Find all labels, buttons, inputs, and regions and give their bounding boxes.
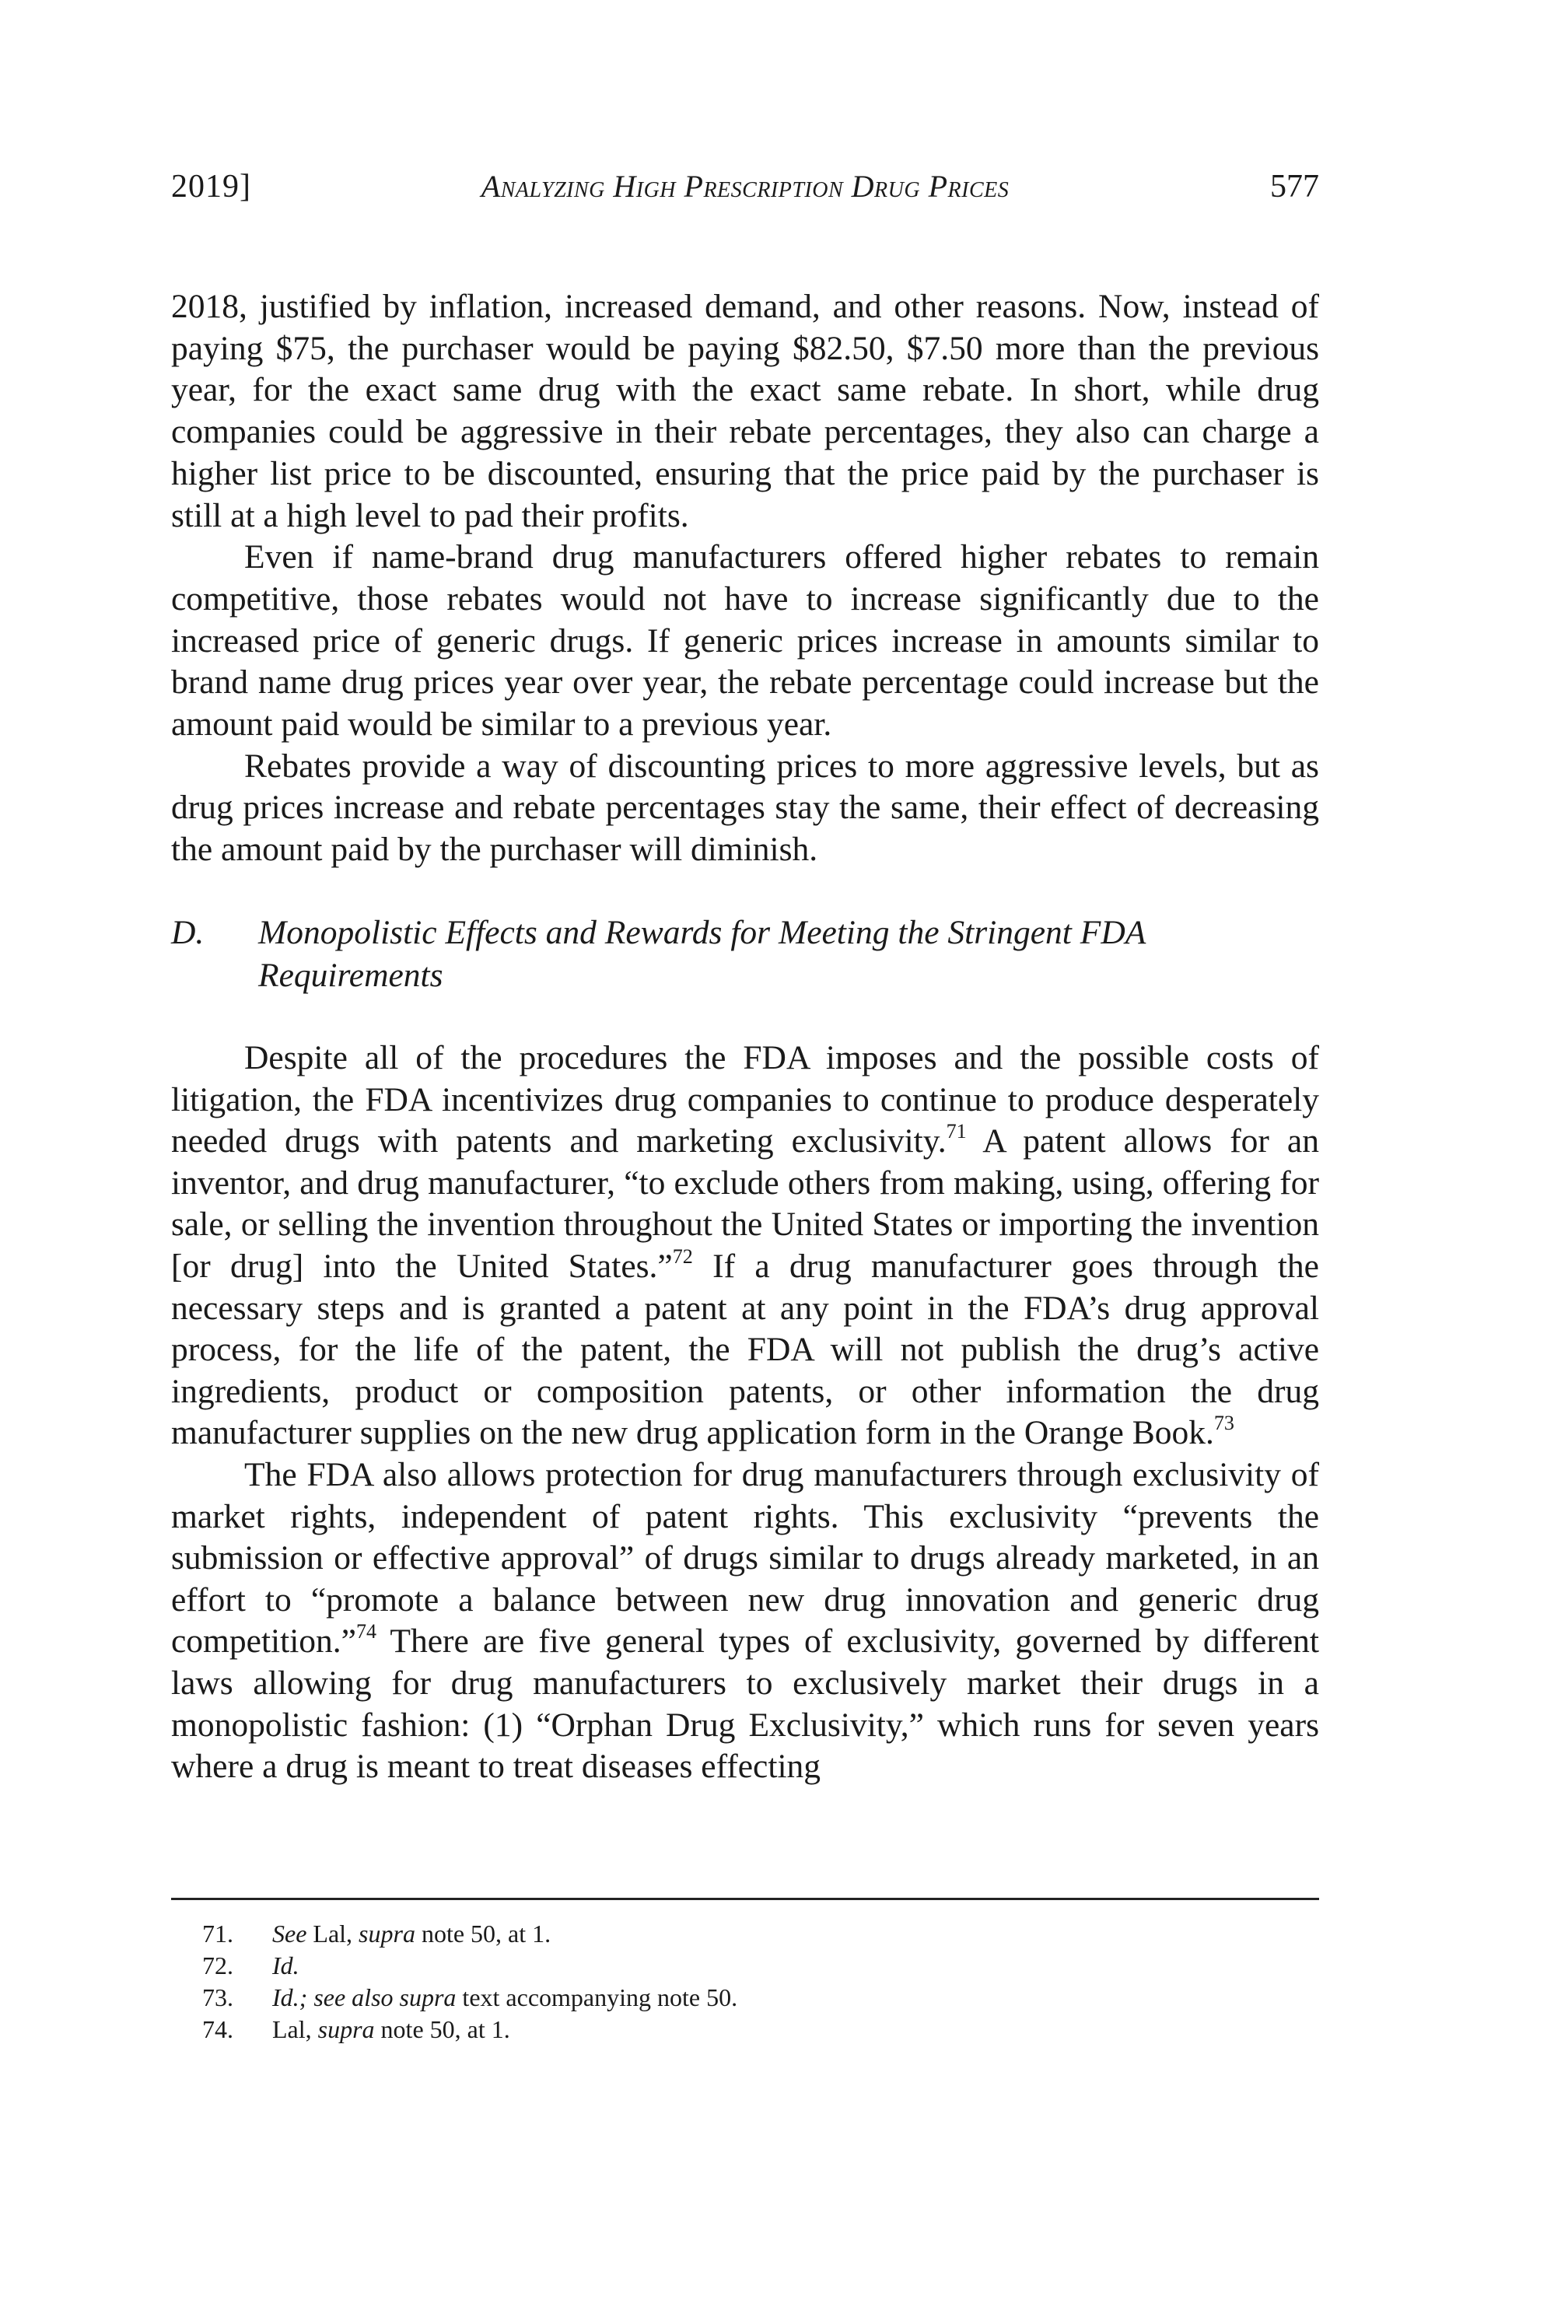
footnote-number: 74. xyxy=(202,2015,233,2043)
header-year: 2019] xyxy=(171,169,251,205)
body-text-section-d xyxy=(171,1038,1319,1788)
footnote-ref: 74 xyxy=(355,1620,377,1643)
header-title: Analyzing High Prescription Drug Prices xyxy=(481,169,1010,204)
text-run: The FDA also allows protection for drug manufacturers through exclusivity of market rights, independent of patent rights. This exclusivity “prevents the submission or effective approval” of drugs similar to drugs already marketed, in an effort to “promote a balance between new drug innovation and generic drug competition.” xyxy=(171,1455,1319,1661)
paragraph: Rebates provide a way of discounting prices to more aggressive levels, but as drug prices increase and rebate percentages stay the same, their effect of decreasing the amount paid by the purchaser will diminish. xyxy=(171,747,1319,869)
paragraph: 2018, justified by inflation, increased demand, and other reasons. Now, instead of paying $75, the purchaser would be paying $82.50, $7.50 more than the previous year, for the exact same drug with the exact same rebate. In short, while drug companies could be aggressive in their rebate percentages, they also can charge a higher list price to be discounted, ensuring that the price paid by the purchaser is still at a high level to pad their profits. xyxy=(171,288,1319,534)
footnote-divider xyxy=(171,1898,1319,1900)
footnote-ref: 72 xyxy=(672,1244,693,1268)
footnotes xyxy=(171,1918,1319,2046)
paragraph: Even if name-brand drug manufacturers offered higher rebates to remain competitive, those rebates would not have to increase significantly due to the increased price of generic drugs. If generic prices increase in amounts similar to brand name drug prices year over year, the rebate percentage could increase but the amount paid would be similar to a previous year. xyxy=(171,538,1319,744)
text-run: If a drug manufacturer goes through the necessary steps and is granted a patent at any point in the FDA’s drug approval process, for the life of the patent, the FDA will not publish the drug’s active ingredients, product or composition patents, or other information the drug manufacturer supplies on the new drug application form in the Orange Book. xyxy=(171,1247,1319,1452)
running-header xyxy=(171,168,1319,222)
footnote-text: text accompanying note 50. xyxy=(456,1983,738,2011)
footnote-73 xyxy=(171,1982,1319,2014)
section-title: Monopolistic Effects and Rewards for Meeting the Stringent FDA Requirements xyxy=(258,914,1146,994)
footnote-italic: Id. xyxy=(272,1951,299,1979)
footnote-number: 71. xyxy=(202,1920,233,1948)
footnote-ref: 71 xyxy=(946,1119,967,1143)
footnote-text: Lal, xyxy=(272,2015,318,2043)
footnote-text: note 50, at 1. xyxy=(415,1920,551,1948)
text-run: A patent allows for an inventor, and drug manufacturer, “to exclude others from making, using, offering for sale, or selling the invention throughout the United States or importing the invention [or drug] into the United States.” xyxy=(171,1122,1319,1285)
footnote-italic: supra xyxy=(317,2015,375,2043)
section-heading xyxy=(171,912,1319,997)
footnote-italic: supra xyxy=(359,1920,415,1948)
footnote-italic: Id.; see also supra xyxy=(272,1983,457,2011)
footnote-number: 72. xyxy=(202,1951,233,1979)
footnote-72 xyxy=(171,1950,1319,1982)
paragraph xyxy=(171,1038,1319,1454)
footnote-number: 73. xyxy=(202,1983,233,2011)
footnote-ref: 73 xyxy=(1213,1412,1234,1435)
footnote-74 xyxy=(171,2014,1319,2046)
section-letter: D. xyxy=(171,914,205,951)
footnote-signal: See xyxy=(272,1920,307,1948)
footnote-text: note 50, at 1. xyxy=(374,2015,510,2043)
footnote-71 xyxy=(171,1918,1319,1950)
body-text-pre xyxy=(171,286,1319,871)
text-run: There are five general types of exclusivity, governed by different laws allowing for drug manufacturers to exclusively market their drugs in a monopolistic fashion: (1) “Orphan Drug Exclusivity,” which runs for seven years where a drug is meant to treat diseases effecting xyxy=(171,1622,1319,1786)
paragraph xyxy=(171,1454,1319,1788)
page-number: 577 xyxy=(1270,169,1319,205)
text-run: Despite all of the procedures the FDA imposes and the possible costs of litigation, the FDA incentivizes drug companies to continue to produce desperately needed drugs with patents and marketing exclusivity. xyxy=(171,1039,1319,1160)
footnote-text: Lal, xyxy=(306,1920,359,1948)
